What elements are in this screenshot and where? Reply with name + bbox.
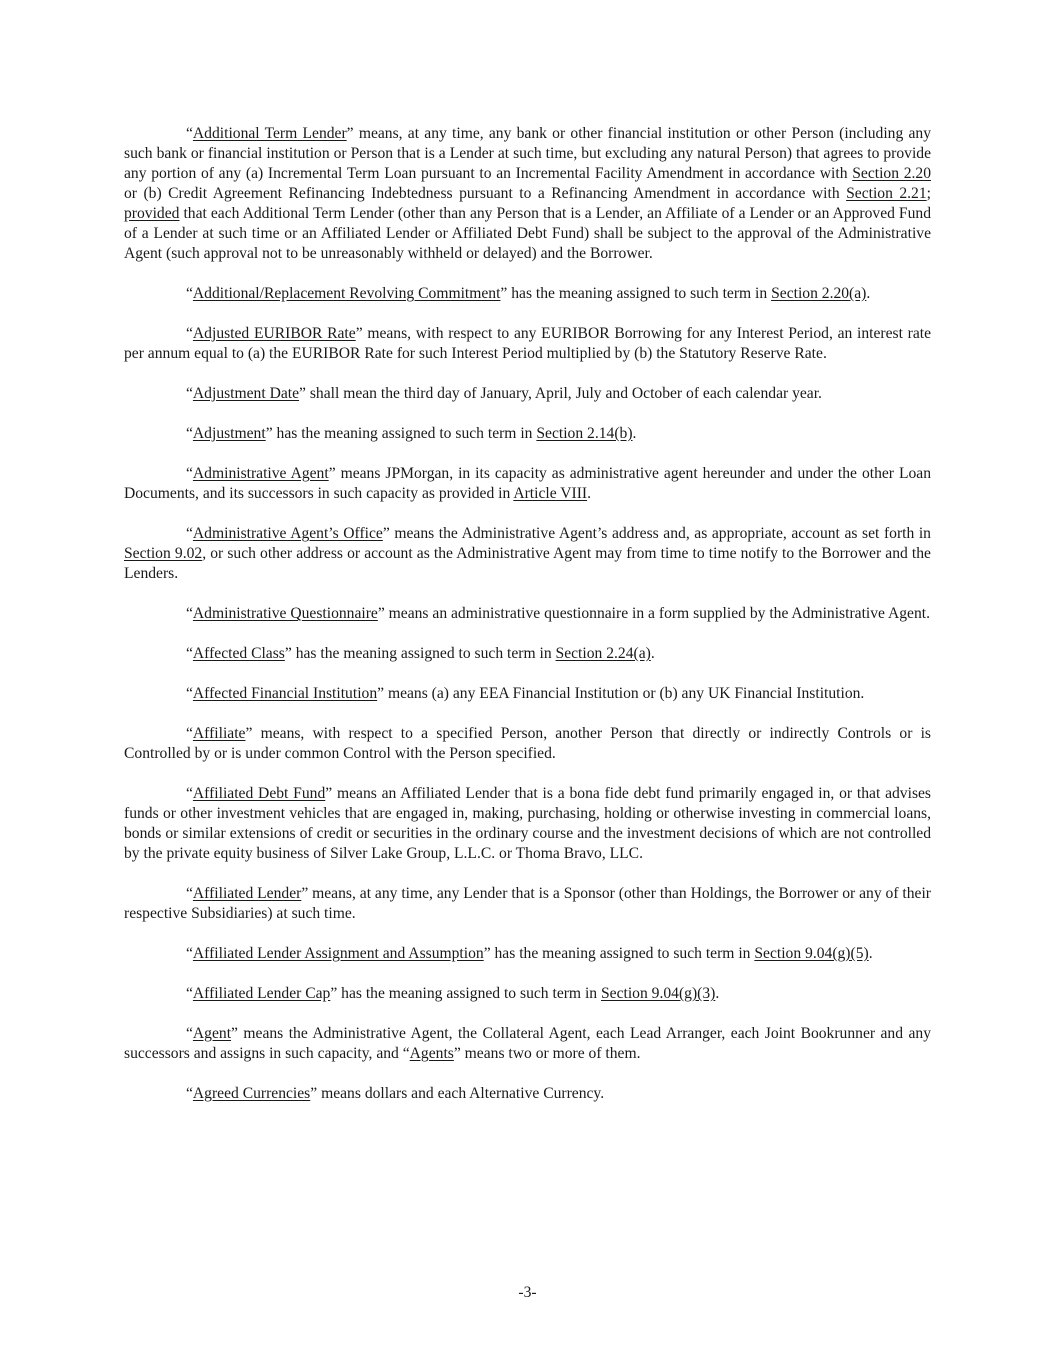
definition-text: “ (186, 325, 193, 342)
definition-text: ” means (a) any EEA Financial Institution or (b) any UK Financial Institution. (377, 685, 865, 702)
definition-text: ” has the meaning assigned to such term in (265, 425, 537, 442)
defined-term: Affiliated Lender (192, 885, 302, 902)
definition-text: . (650, 645, 655, 662)
definition-text: ” means the Administrative Agent, the Collateral Agent, each Lead Arranger, each Joint Bookrunner and any successors and assigns in such capacity, and “ (124, 1025, 931, 1062)
defined-term: Additional Term Lender (192, 125, 347, 142)
definition-text: ; (926, 185, 931, 202)
definition-text: . (587, 485, 591, 502)
defined-term: Affected Class (192, 645, 285, 662)
definition-paragraph (124, 1024, 931, 1064)
definition-paragraph (124, 324, 931, 364)
defined-term: Agents (409, 1045, 454, 1062)
definition-paragraph (124, 984, 931, 1004)
definition-text: ” means two or more of them. (453, 1045, 641, 1062)
definition-paragraph (124, 684, 931, 704)
defined-term: Adjustment (192, 425, 266, 442)
definition-text: ” means dollars and each Alternative Currency. (310, 1085, 605, 1102)
definition-text: , or such other address or account as the Administrative Agent may from time to time notify to the Borrower and the Lenders. (124, 545, 931, 582)
definition-text: “ (186, 285, 193, 302)
cross-reference: Section 9.04(g)(3) (601, 985, 716, 1002)
definition-paragraph (124, 944, 931, 964)
cross-reference: Section 2.20(a) (771, 285, 867, 302)
definition-paragraph (124, 424, 931, 444)
defined-term: Adjusted EURIBOR Rate (192, 325, 356, 342)
cross-reference: Section 2.24(a) (555, 645, 651, 662)
cross-reference: Section 2.14(b) (536, 425, 633, 442)
definition-text: “ (186, 945, 193, 962)
definition-text: ” means JPMorgan, in its capacity as administrative agent hereunder and under the other Loan Documents, and its successors in such capacity as provided in (124, 465, 931, 502)
definition-text: ” means, with respect to a specified Person, another Person that directly or indirectly Controls or is Controlled by or is under common Control with the Person specified. (124, 725, 931, 762)
definition-text: ” has the meaning assigned to such term in (500, 285, 772, 302)
cross-reference: Section 9.04(g)(5) (754, 945, 869, 962)
definition-text: ” means an Affiliated Lender that is a bona fide debt fund primarily engaged in, or that advises funds or other investment vehicles that are engaged in, making, purchasing, holding or otherwise investing in commercial loans, bonds or similar extensions of credit or securities in the ordinary course and the investment decisions of which are not controlled by the private equity business of Silver Lake Group, L.L.C. or Thoma Bravo, LLC. (124, 785, 931, 862)
definition-text: “ (186, 985, 193, 1002)
defined-term: Affiliate (192, 725, 246, 742)
cross-reference: Section 2.21 (846, 185, 927, 202)
definition-text: ” means, with respect to any EURIBOR Borrowing for any Interest Period, an interest rate per annum equal to (a) the EURIBOR Rate for such Interest Period multiplied by (b) the Statutory Reserve Rate. (124, 325, 931, 362)
defined-term: Agreed Currencies (192, 1085, 311, 1102)
defined-term: Additional/Replacement Revolving Commitment (192, 285, 501, 302)
definition-text: “ (186, 465, 193, 482)
definition-paragraph (124, 124, 931, 264)
definition-text: “ (186, 525, 193, 542)
definition-text: ” has the meaning assigned to such term in (284, 645, 556, 662)
definition-text: “ (186, 725, 193, 742)
definition-paragraph (124, 604, 931, 624)
defined-term: Administrative Agent’s Office (192, 525, 383, 542)
cross-reference: Section 2.20 (852, 165, 931, 182)
definition-text: that each Additional Term Lender (other than any Person that is a Lender, an Affiliate of a Lender or an Approved Fund of a Lender at such time or an Affiliated Lender or Affiliated Debt Fund) shall be subject to the approval of the Administrative Agent (such approval not to be unreasonably withheld or delayed) and the Borrower. (124, 205, 931, 262)
definition-text: . (868, 945, 873, 962)
cross-reference: provided (124, 205, 180, 222)
definition-paragraph (124, 644, 931, 664)
definition-text: ” has the meaning assigned to such term in (330, 985, 601, 1002)
definition-text: ” means, at any time, any Lender that is a Sponsor (other than Holdings, the Borrower or any of their respective Subsidiaries) at such time. (124, 885, 931, 922)
defined-term: Administrative Questionnaire (192, 605, 378, 622)
cross-reference: Article VIII (513, 485, 588, 502)
defined-term: Agent (192, 1025, 232, 1042)
definition-text: “ (186, 425, 193, 442)
definitions-section (124, 124, 931, 1124)
definition-text: “ (186, 685, 193, 702)
definition-text: “ (186, 385, 193, 402)
definition-text: or (b) Credit Agreement Refinancing Indebtedness pursuant to a Refinancing Amendment in accordance with (124, 185, 847, 202)
defined-term: Affected Financial Institution (192, 685, 378, 702)
definition-text: ” means an administrative questionnaire in a form supplied by the Administrative Agent. (377, 605, 930, 622)
definition-paragraph (124, 284, 931, 304)
definition-text: ” means the Administrative Agent’s address and, as appropriate, account as set forth in (382, 525, 931, 542)
defined-term: Adjustment Date (192, 385, 300, 402)
definition-paragraph (124, 784, 931, 864)
definition-text: . (632, 425, 637, 442)
definition-paragraph (124, 1084, 931, 1104)
definition-text: ” means, at any time, any bank or other financial institution or other Person (including any such bank or financial institution or Person that is a Lender at such time, but excluding any natural Person) that agrees to provide any portion of any (a) Incremental Term Loan pursuant to an Incremental Facility Amendment in accordance with (124, 125, 931, 182)
defined-term: Affiliated Lender Cap (192, 985, 331, 1002)
cross-reference: Section 9.02 (124, 545, 203, 562)
defined-term: Affiliated Lender Assignment and Assumption (192, 945, 484, 962)
page-number: -3- (518, 1284, 537, 1301)
definition-text: ” has the meaning assigned to such term in (483, 945, 755, 962)
definition-text: “ (186, 885, 193, 902)
definition-text: “ (186, 605, 193, 622)
defined-term: Administrative Agent (192, 465, 329, 482)
definition-text: “ (186, 1025, 193, 1042)
definition-paragraph (124, 724, 931, 764)
definition-paragraph (124, 384, 931, 404)
definition-text: “ (186, 785, 193, 802)
definition-text: . (866, 285, 871, 302)
defined-term: Affiliated Debt Fund (192, 785, 326, 802)
definition-paragraph (124, 884, 931, 924)
definition-text: “ (186, 1085, 193, 1102)
definition-text: ” shall mean the third day of January, April, July and October of each calendar year. (299, 385, 822, 402)
definition-paragraph (124, 464, 931, 504)
definition-text: “ (186, 645, 193, 662)
definition-text: . (715, 985, 720, 1002)
definition-text: “ (186, 125, 193, 142)
definition-paragraph (124, 524, 931, 584)
